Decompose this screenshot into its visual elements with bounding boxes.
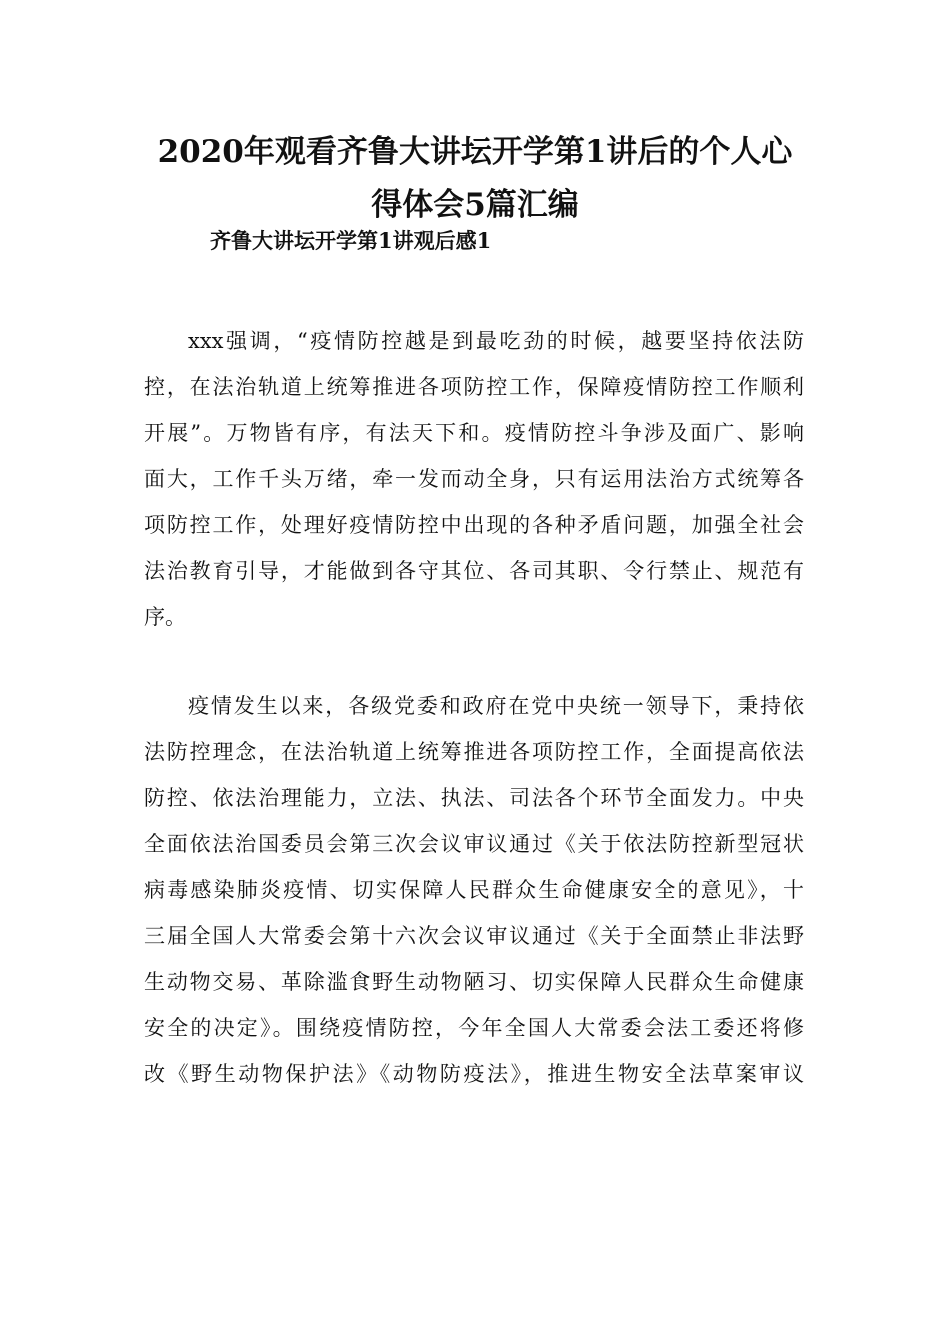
title-line: 2020年观看齐鲁大讲坛开学第1讲后的个人心 <box>157 134 793 170</box>
paragraph-line: 全面依法治国委员会第三次会议审议通过《关于依法防控新型冠状 <box>144 832 804 856</box>
paragraph-line: 三届全国人大常委会第十六次会议审议通过《关于全面禁止非法野 <box>144 924 804 948</box>
document-title <box>140 126 810 232</box>
paragraph-line: 安全的决定》。围绕疫情防控，今年全国人大常委会法工委还将修 <box>144 1016 804 1040</box>
paragraph-line: 防控、依法治理能力，立法、执法、司法各个环节全面发力。中央 <box>144 786 804 810</box>
paragraph-line: 控，在法治轨道上统筹推进各项防控工作，保障疫情防控工作顺利 <box>144 375 804 399</box>
paragraph <box>144 318 804 640</box>
paragraph-line: 序。 <box>144 605 186 629</box>
paragraph-line: 法治教育引导，才能做到各守其位、各司其职、令行禁止、规范有 <box>144 559 804 583</box>
paragraph-line: 法防控理念，在法治轨道上统筹推进各项防控工作，全面提高依法 <box>144 740 804 764</box>
title-line: 得体会5篇汇编 <box>371 187 579 223</box>
paragraph-line: 开展”。万物皆有序，有法天下和。疫情防控斗争涉及面广、影响 <box>144 421 804 445</box>
paragraph-line: 面大，工作千头万绪，牵一发而动全身，只有运用法治方式统筹各 <box>144 467 804 491</box>
paragraph-line: 生动物交易、革除滥食野生动物陋习、切实保障人民群众生命健康 <box>144 970 804 994</box>
paragraph-line: 疫情发生以来，各级党委和政府在党中央统一领导下，秉持依 <box>188 694 804 718</box>
paragraph <box>144 683 804 1097</box>
section-heading: 齐鲁大讲坛开学第1讲观后感1 <box>210 228 492 253</box>
paragraph-line: 改《野生动物保护法》《动物防疫法》，推进生物安全法草案审议 <box>144 1062 804 1086</box>
paragraph-line: 项防控工作，处理好疫情防控中出现的各种矛盾问题，加强全社会 <box>144 513 804 537</box>
paragraph-line: 病毒感染肺炎疫情、切实保障人民群众生命健康安全的意见》，十 <box>144 878 804 902</box>
paragraph-line: xxx强调，“疫情防控越是到最吃劲的时候，越要坚持依法防 <box>188 329 804 353</box>
